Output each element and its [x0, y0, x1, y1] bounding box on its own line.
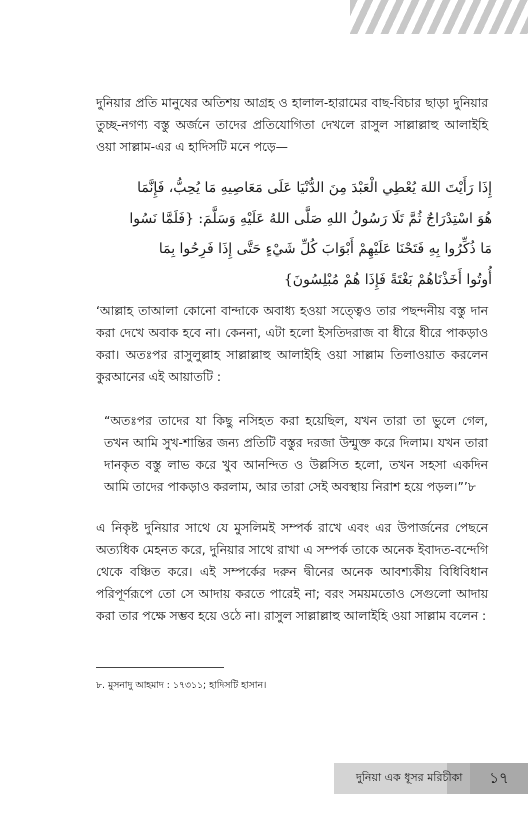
arabic-line: هُوَ اسْتِدْرَاجٌ ثُمَّ تَلَا رَسُولُ اللهِ صَلَّى اللهُ عَلَيْهِ وَسَلَّمَ: {فَلَمَّا نَسُوا: [129, 210, 492, 227]
arabic-line: إِذَا رَأَيْتَ اللهَ يُعْطِي الْعَبْدَ مِنَ الدُّنْيَا عَلَى مَعَاصِيهِ مَا يُحِبُّ، فَإِنَّمَا: [137, 180, 492, 196]
arabic-line: مَا ذُكِّرُوا بِهِ فَتَحْنَا عَلَيْهِمْ أَبْوَابَ كُلِّ شَيْءٍ حَتَّى إِذَا فَرِحُوا بِمَا: [158, 241, 492, 257]
arabic-hadith: [96, 173, 492, 295]
footnote-divider: [96, 667, 224, 668]
translation-paragraph: ‘আল্লাহ তাআলা কোনো বান্দাকে অবাধ্য হওয়া সত্ত্বেও তার পছন্দনীয় বস্তু দান করা দেখে অবাক হবে না। কেননা, এটা হলো ইসতিদরাজ বা ধীরে ধীরে পাকড়াও করা। অতঃপর রাসুলুল্লাহ সাল্লাল্লাহু আলাইহি ওয়া সাল্লাম তিলাওয়াত করলেন কুরআনের এই আয়াতটি :: [96, 304, 488, 384]
conclusion-paragraph: এ নিকৃষ্ট দুনিয়ার সাথে যে মুসলিমই সম্পর্ক রাখে এবং এর উপার্জনের পেছনে অত্যধিক মেহনত করে, দুনিয়ার সাথে রাখা এ সম্পর্ক তাকে অনেক ইবাদত-বন্দেগি থেকে বঞ্চিত করে। এই সম্পর্কের দরুন দ্বীনের অনেক আবশ্যকীয় বিধিবিধান পরিপূর্ণরূপে তো সে আদায় করতে পারেই না; বরং সময়মতোও সেগুলো আদায় করা তার পক্ষে সম্ভব হয়ে ওঠে না। রাসুল সাল্লাল্লাহু আলাইহি ওয়া সাল্লাম বলেন :: [96, 521, 488, 623]
arabic-line: أُوتُوا أَخَذْنَاهُمْ بَغْتَةً فَإِذَا هُمْ مُبْلِسُونَ}: [283, 271, 492, 288]
book-title: দুনিয়া এক ধূসর মরিচীকা: [356, 771, 463, 784]
intro-paragraph: দুনিয়ার প্রতি মানুষের অতিশয় আগ্রহ ও হালাল-হারামের বাছ-বিচার ছাড়া দুনিয়ার তুচ্ছ-নগণ্য বস্তু অর্জনে তাদের প্রতিযোগিতা দেখলে রাসুল সাল্লাল্লাহু আলাইহি ওয়া সাল্লাম-এর এ হাদিসটি মনে পড়ে—: [96, 96, 488, 154]
page-number: ১৭: [470, 763, 528, 794]
verse-quote: “অতঃপর তাদের যা কিছু নসিহত করা হয়েছিল, যখন তারা তা ভুলে গেল, তখন আমি সুখ-শান্তির জন্য প্রতিটি বস্তুর দরজা উন্মুক্ত করে দিলাম। যখন তারা দানকৃত বস্তু লাভ করে খুব আনন্দিত ও উল্লসিত হলো, তখন সহসা একদিন আমি তাদের পাকড়াও করলাম, আর তারা সেই অবস্থায় নিরাশ হয়ে পড়ল।”’৮: [104, 414, 488, 494]
decorative-stripes: [350, 0, 528, 34]
footnote: ৮. মুসনাদু আহমাদ : ১৭৩১১; হাদিসটি হাসান।: [96, 680, 267, 691]
